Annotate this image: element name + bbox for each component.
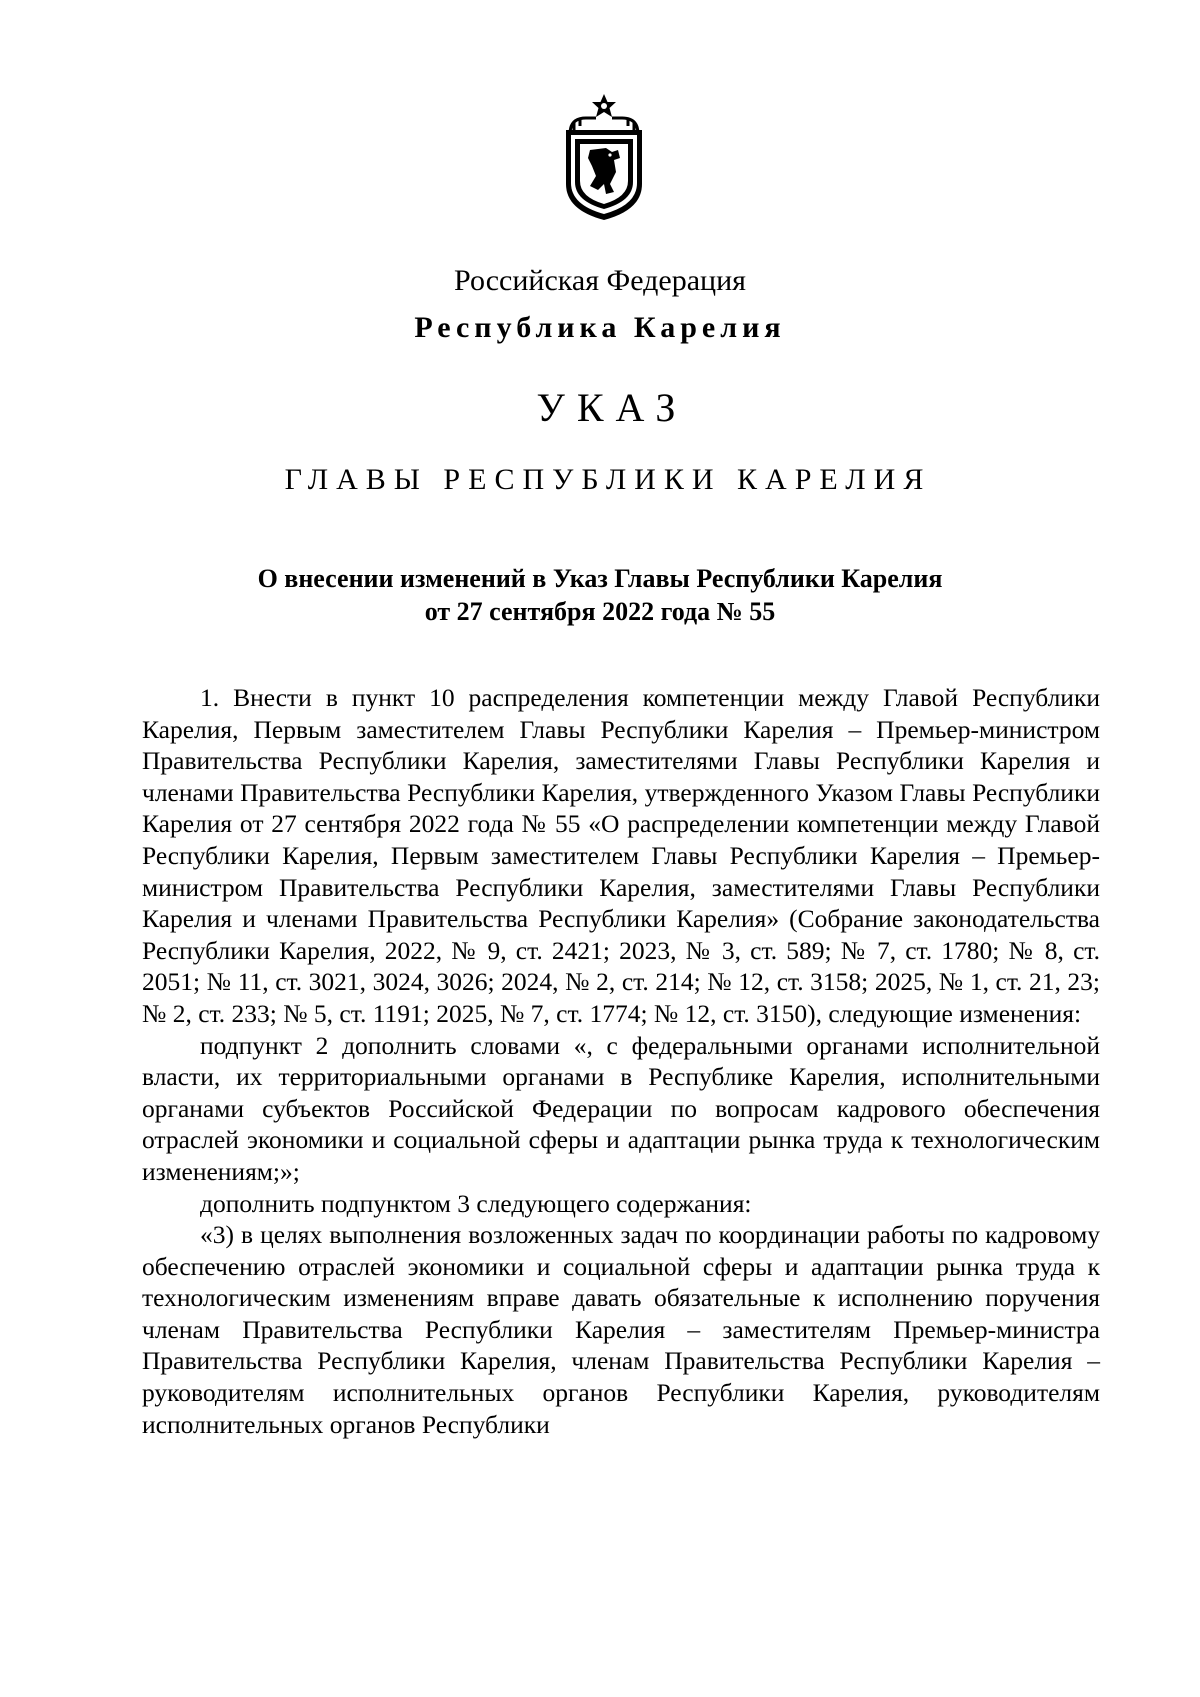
title-line-2: от 27 сентября 2022 года № 55	[424, 597, 776, 626]
republic-name: Республика Карелия	[414, 311, 786, 344]
coat-of-arms-icon	[560, 92, 648, 224]
paragraph-3: дополнить подпунктом 3 следующего содержания:	[200, 1188, 752, 1218]
title-line-1: О внесении изменений в Указ Главы Республики Карелия	[257, 564, 943, 593]
paragraph-4: «3) в целях выполнения возложенных задач по координации работы по кадровому обеспечению отраслей экономики и социальной сферы и адаптации рынка труда к технологическим изменениям вправе давать обязательные к исполнению поручения членам Правительства Республики Карелия – заместителям Премьер-министра Правительства Республики Карелия, членам Правительства Республики Карелия – руководителям исполнительных органов Республики Карелия, руководителям исполнительных органов Республики	[142, 1220, 1100, 1439]
paragraph-2: подпункт 2 дополнить словами «, с федеральными органами исполнительной власти, их территориальными органами в Республике Карелия, исполнительными органами субъектов Российской Федерации по вопросам кадрового обеспечения отраслей экономики и социальной сферы и адаптации рынка труда к технологическим изменениям;»;	[142, 1030, 1100, 1186]
issuer-name: ГЛАВЫ РЕСПУБЛИКИ КАРЕЛИЯ	[284, 463, 932, 496]
document-type: УКАЗ	[536, 385, 688, 430]
paragraph-1: 1. Внести в пункт 10 распределения компетенции между Главой Республики Карелия, Первым заместителем Главы Республики Карелия – Премьер-министром Правительства Республики Карелия, заместителями Главы Республики Карелия и членами Правительства Республики Карелия, утвержденного Указом Главы Республики Карелия от 27 сентября 2022 года № 55 «О распределении компетенции между Главой Республики Карелия, Первым заместителем Главы Республики Карелия – Премьер-министром Правительства Республики Карелия, заместителями Главы Республики Карелия и членами Правительства Республики Карелия» (Собрание законодательства Республики Карелия, 2022, № 9, ст. 2421; 2023, № 3, ст. 589; № 7, ст. 1780; № 8, ст. 2051; № 11, ст. 3021, 3024, 3026; 2024, № 2, ст. 214; № 12, ст. 3158; 2025, № 1, ст. 21, 23; № 2, ст. 233; № 5, ст. 1191; 2025, № 7, ст. 1774; № 12, ст. 3150), следующие изменения:	[142, 683, 1100, 1028]
document-title	[0, 562, 1200, 628]
document-body	[142, 682, 1100, 1440]
country-name: Российская Федерация	[454, 264, 746, 297]
